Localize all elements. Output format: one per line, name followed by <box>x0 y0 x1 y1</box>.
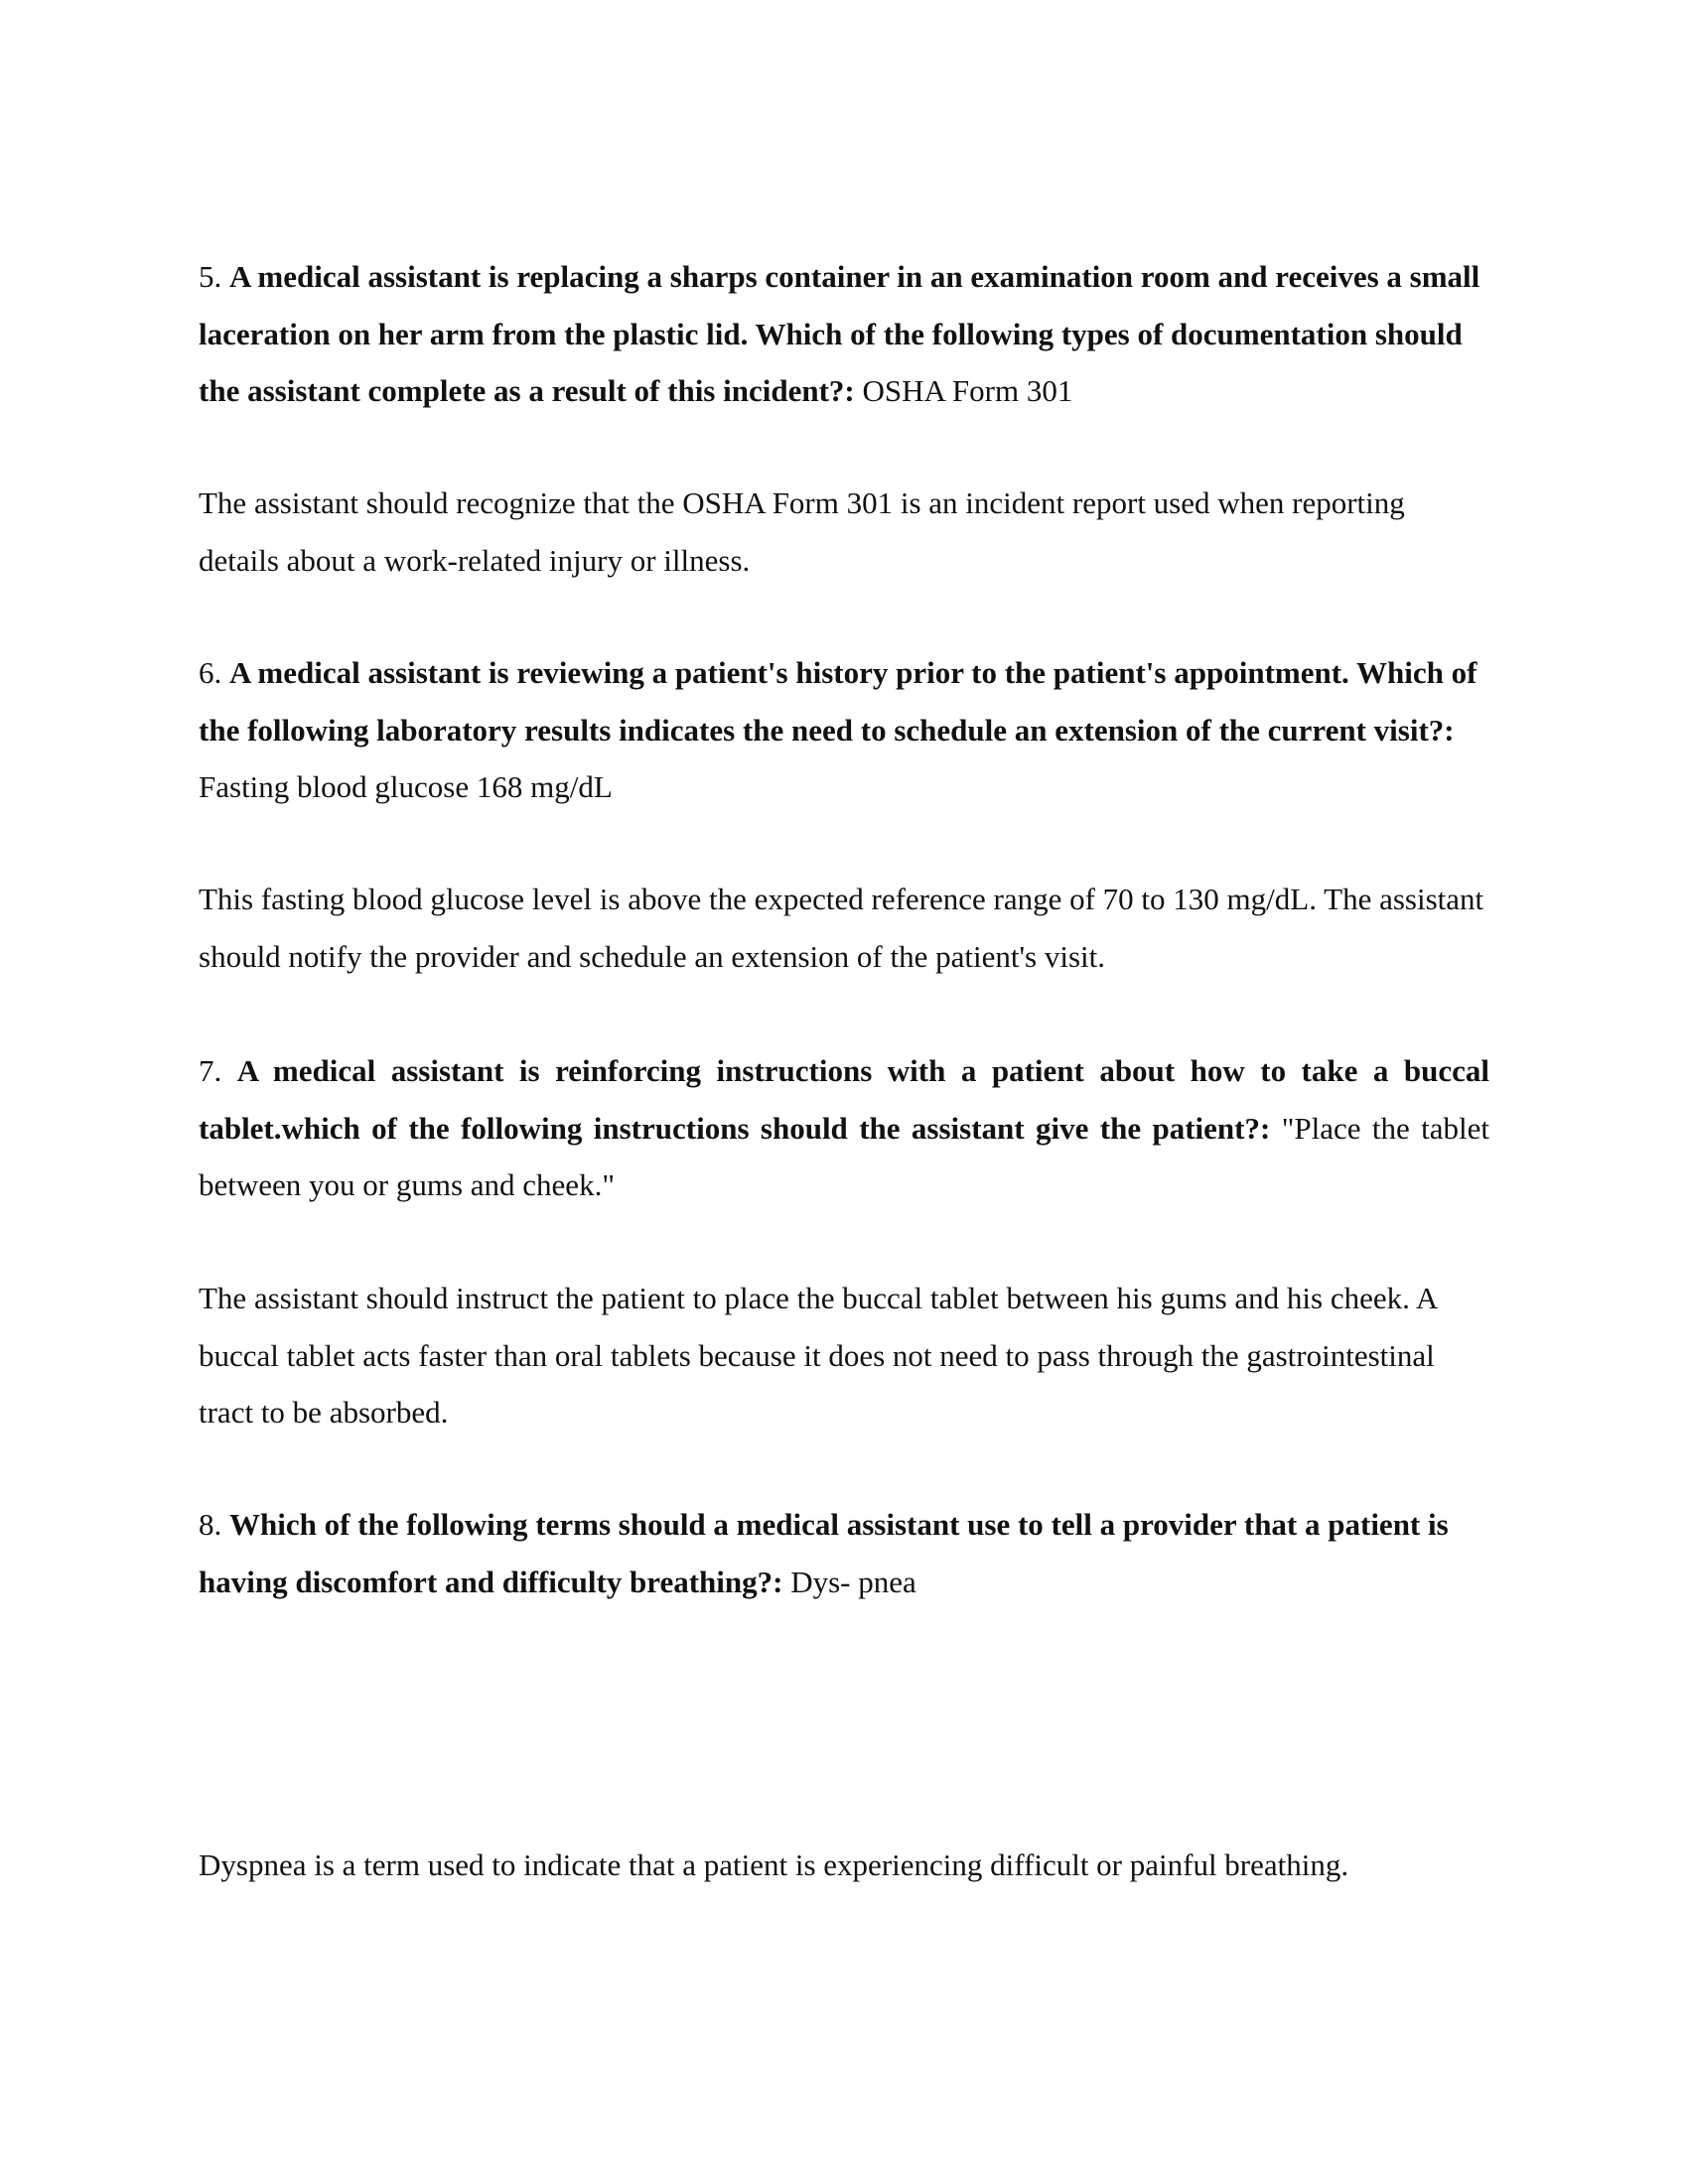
explanation-5: The assistant should recognize that the OSHA Form 301 is an incident report used when reporting details about a work-related injury or illness. <box>199 485 1405 578</box>
question-text: A medical assistant is reinforcing instructions with a patient about how to take a buccal tablet.which of the following instructions should the assistant give the patient?: <box>199 1053 1489 1146</box>
answer-text: Dys- pnea <box>790 1564 916 1599</box>
explanation-8: Dyspnea is a term used to indicate that a patient is experiencing difficult or painful breathing. <box>199 1847 1349 1882</box>
question-number: 8. <box>199 1507 222 1542</box>
answer-text: Fasting blood glucose 168 mg/dL <box>199 769 613 804</box>
question-text: Which of the following terms should a medical assistant use to tell a provider that a patient is having discomfort and difficulty breathing?: <box>199 1507 1449 1599</box>
question-text: A medical assistant is reviewing a patient's history prior to the patient's appointment. Which of the following laboratory results indicates the need to schedule an extension of the current visit?: <box>199 655 1477 748</box>
question-7 <box>199 1042 1489 1214</box>
explanation-6: This fasting blood glucose level is above the expected reference range of 70 to 130 mg/dL. The assistant should notify the provider and schedule an extension of the patient's visit. <box>199 882 1484 974</box>
explanation-7: The assistant should instruct the patient to place the buccal tablet between his gums and his cheek. A buccal tablet acts faster than oral tablets because it does not need to pass through the gastrointestinal tract to be absorbed. <box>199 1281 1437 1430</box>
question-5 <box>199 248 1489 420</box>
question-8 <box>199 1496 1489 1610</box>
question-number: 6. <box>199 655 222 690</box>
question-text: A medical assistant is replacing a sharps container in an examination room and receives a small laceration on her arm from the plastic lid. Which of the following types of documentation should the assistant complete as a result of this incident?: <box>199 259 1480 408</box>
question-6 <box>199 644 1489 816</box>
question-number: 7. <box>199 1053 222 1088</box>
answer-text: OSHA Form 301 <box>862 373 1073 408</box>
question-number: 5. <box>199 259 222 294</box>
answer-text: "Place the tablet between you or gums and cheek." <box>199 1110 1490 1202</box>
